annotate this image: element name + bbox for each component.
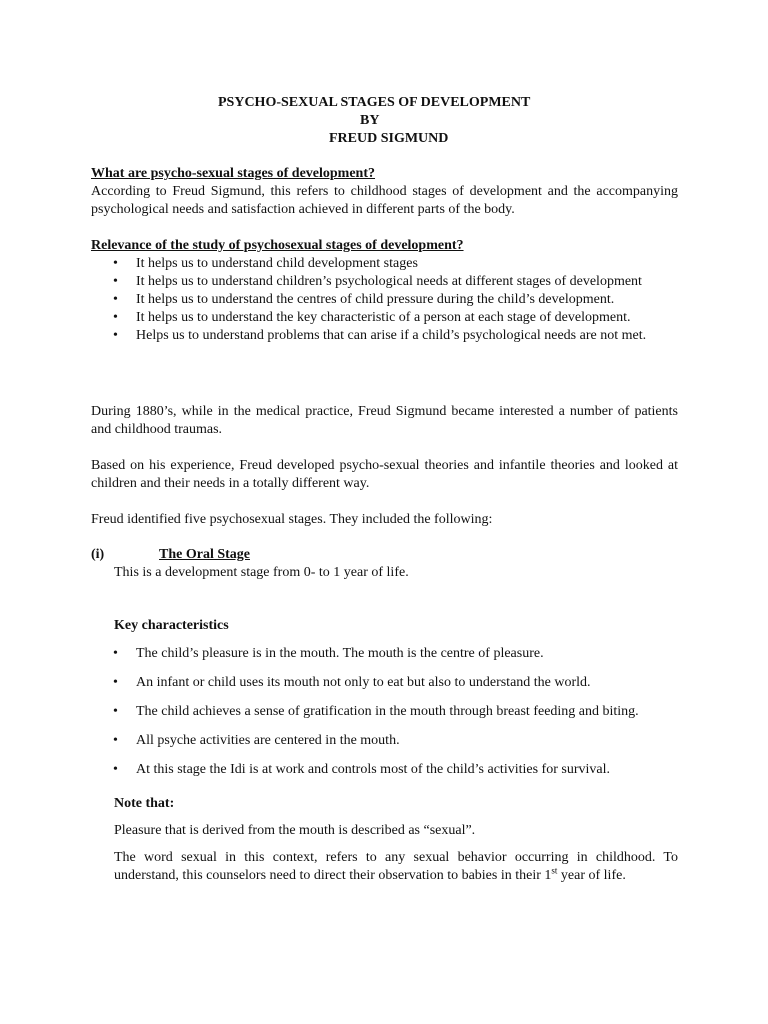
list-item: • Helps us to understand problems that can arise if a child’s psychological needs are not met. [91,327,678,345]
note-heading: Note that: [114,796,175,811]
note-line: Pleasure that is derived from the mouth is described as “sexual”. [114,823,476,838]
list-item: • The child achieves a sense of gratification in the mouth through breast feeding and biting. [91,703,678,721]
definition-paragraph: According to Freud Sigmund, this refers to childhood stages of development and the accompanying psychological needs and satisfaction achieved in different parts of the body. [91,184,678,217]
list-item: • It helps us to understand the key characteristic of a person at each stage of development. [91,309,678,327]
list-item: • It helps us to understand children’s psychological needs at different stages of development [91,273,678,291]
list-item: • It helps us to understand child development stages [91,255,678,273]
history-paragraph: During 1880’s, while in the medical practice, Freud Sigmund became interested a number of patients and childhood traumas. [91,404,678,437]
note-text-end: year of life. [557,868,626,883]
stage-number: (i) [91,547,105,562]
document-title-by: BY [360,113,380,128]
relevance-list [91,255,678,345]
section-heading-relevance: Relevance of the study of psychosexual stages of development? [91,238,464,253]
list-item: • At this stage the Idi is at work and controls most of the child’s activities for survival. [91,761,678,779]
stages-intro-paragraph: Freud identified five psychosexual stages. They included the following: [91,512,493,527]
list-item: • All psyche activities are centered in the mouth. [91,732,678,750]
note-paragraph [114,849,678,885]
list-item: • An infant or child uses its mouth not only to eat but also to understand the world. [91,674,678,692]
stage-description: This is a development stage from 0- to 1 year of life. [114,565,409,580]
key-characteristics-list [91,645,678,779]
document-author: FREUD SIGMUND [329,131,449,146]
section-heading-definition: What are psycho-sexual stages of development? [91,166,376,181]
note-text: The word sexual in this context, refers to any sexual behavior occurring in childhood. To understand, this counselors need to direct their observation to babies in their 1 [114,850,678,883]
stage-title: The Oral Stage [159,547,250,562]
superscript: st [551,865,558,876]
experience-paragraph: Based on his experience, Freud developed psycho-sexual theories and infantile theories and looked at children and their needs in a totally different way. [91,458,678,491]
key-characteristics-heading: Key characteristics [114,618,229,633]
document-title: PSYCHO-SEXUAL STAGES OF DEVELOPMENT [218,95,531,110]
list-item: • It helps us to understand the centres of child pressure during the child’s development. [91,291,678,309]
list-item: • The child’s pleasure is in the mouth. The mouth is the centre of pleasure. [91,645,678,663]
